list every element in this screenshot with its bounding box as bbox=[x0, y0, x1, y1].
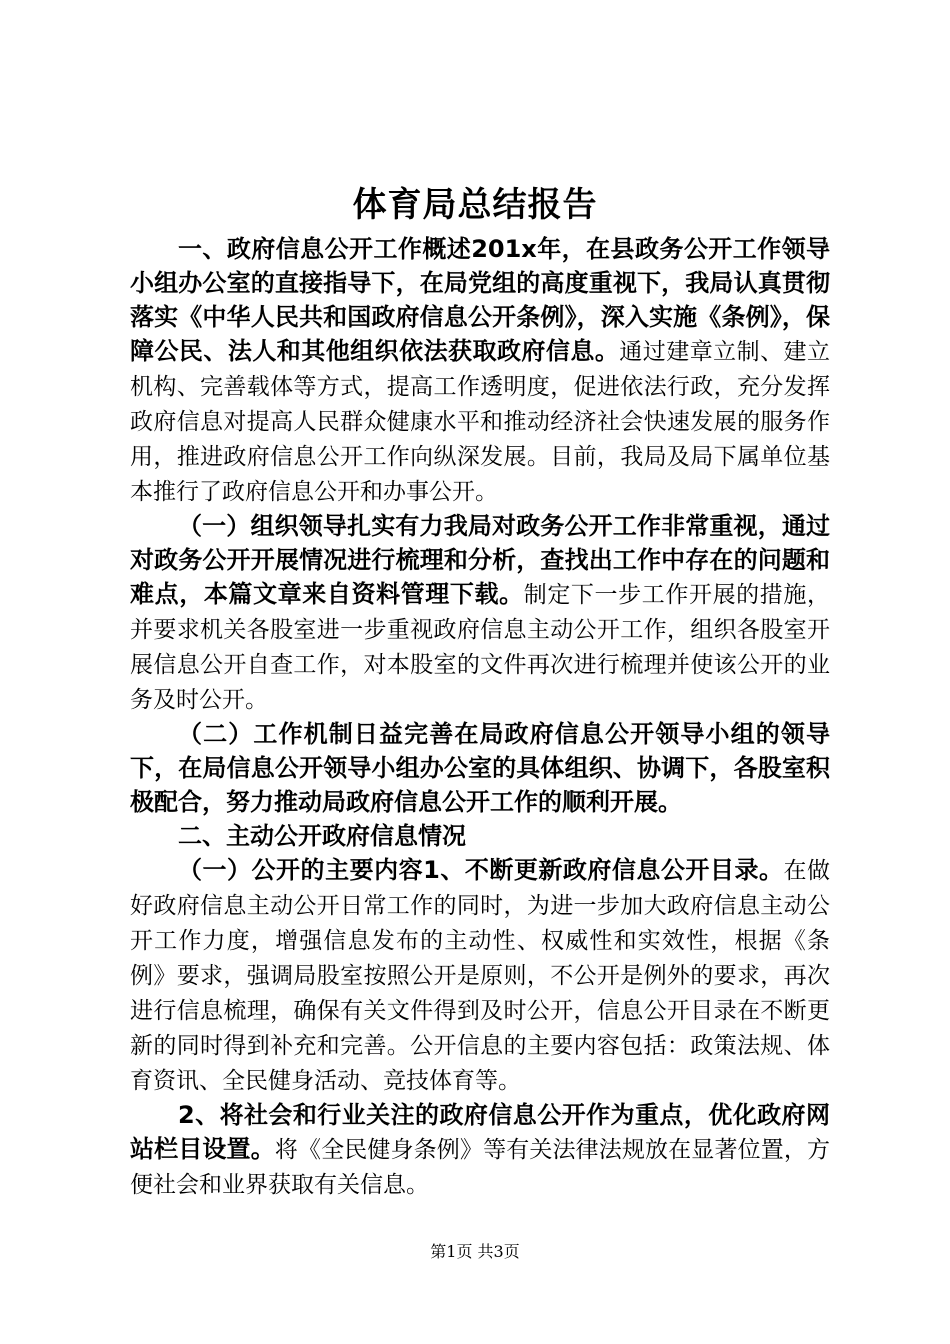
section-heading-active-disclosure bbox=[130, 819, 830, 853]
paragraph-overview-normal: 通过建章立制、建立机构、完善载体等方式，提高工作透明度，促进依法行政，充分发挥政府信息对提高人民群众健康水平和推动经济社会快速发展的服务作用，推进政府信息公开工作向纵深发展。目前，我局及局下属单位基本推行了政府信息公开和办事公开。 bbox=[130, 339, 831, 505]
paragraph-organization-normal: 制定下一步工作开展的措施，并要求机关各股室进一步重视政府信息主动公开工作，组织各股室开展信息公开自查工作，对本股室的文件再次进行梳理并使该公开的业务及时公开。 bbox=[130, 582, 831, 713]
paragraph-organization-bold: （一）组织领导扎实有力我局对政务公开工作非常重视，通过对政务公开开展情况进行梳理和分析，查找出工作中存在的问题和难点，本篇文章来自资料管理下载。 bbox=[130, 512, 830, 608]
paragraph-main-content-normal: 在做好政府信息主动公开日常工作的同时，为进一步加大政府信息主动公开工作力度，增强信息发布的主动性、权威性和实效性，根据《条例》要求，强调局股室按照公开是原则，不公开是例外的要求，再次进行信息梳理，确保有关文件得到及时公开，信息公开目录在不断更新的同时得到补充和完善。公开信息的主要内容包括：政策法规、体育资讯、全民健身活动、竞技体育等。 bbox=[130, 858, 830, 1094]
paragraph-website-columns-normal: 将《全民健身条例》等有关法律法规放在显著位置，方便社会和业界获取有关信息。 bbox=[130, 1137, 831, 1198]
paragraph-main-content-bold: （一）公开的主要内容1、不断更新政府信息公开目录。 bbox=[178, 856, 784, 884]
document-body bbox=[130, 232, 830, 1202]
paragraph-website-columns-bold: 2、将社会和行业关注的政府信息公开作为重点，优化政府网站栏目设置。 bbox=[130, 1101, 830, 1163]
paragraph-organization bbox=[130, 509, 830, 717]
paragraph-overview bbox=[130, 232, 830, 509]
paragraph-overview-bold: 一、政府信息公开工作概述201x年，在县政务公开工作领导小组办公室的直接指导下，在局党组的高度重视下，我局认真贯彻落实《中华人民共和国政府信息公开条例》，深入实施《条例》，保障公民、法人和其他组织依法获取政府信息。 bbox=[130, 235, 830, 365]
paragraph-main-content bbox=[130, 853, 830, 1098]
paragraph-mechanism bbox=[130, 717, 830, 819]
section-heading-text: 二、主动公开政府信息情况 bbox=[178, 822, 466, 850]
paragraph-mechanism-bold: （二）工作机制日益完善在局政府信息公开领导小组的领导下，在局信息公开领导小组办公室的具体组织、协调下，各股室积极配合，努力推动局政府信息公开工作的顺利开展。 bbox=[130, 720, 830, 816]
document-title: 体育局总结报告 bbox=[352, 185, 598, 225]
paragraph-website-columns bbox=[130, 1098, 830, 1202]
page-number-footer: 第1页 共3页 bbox=[430, 1242, 520, 1261]
